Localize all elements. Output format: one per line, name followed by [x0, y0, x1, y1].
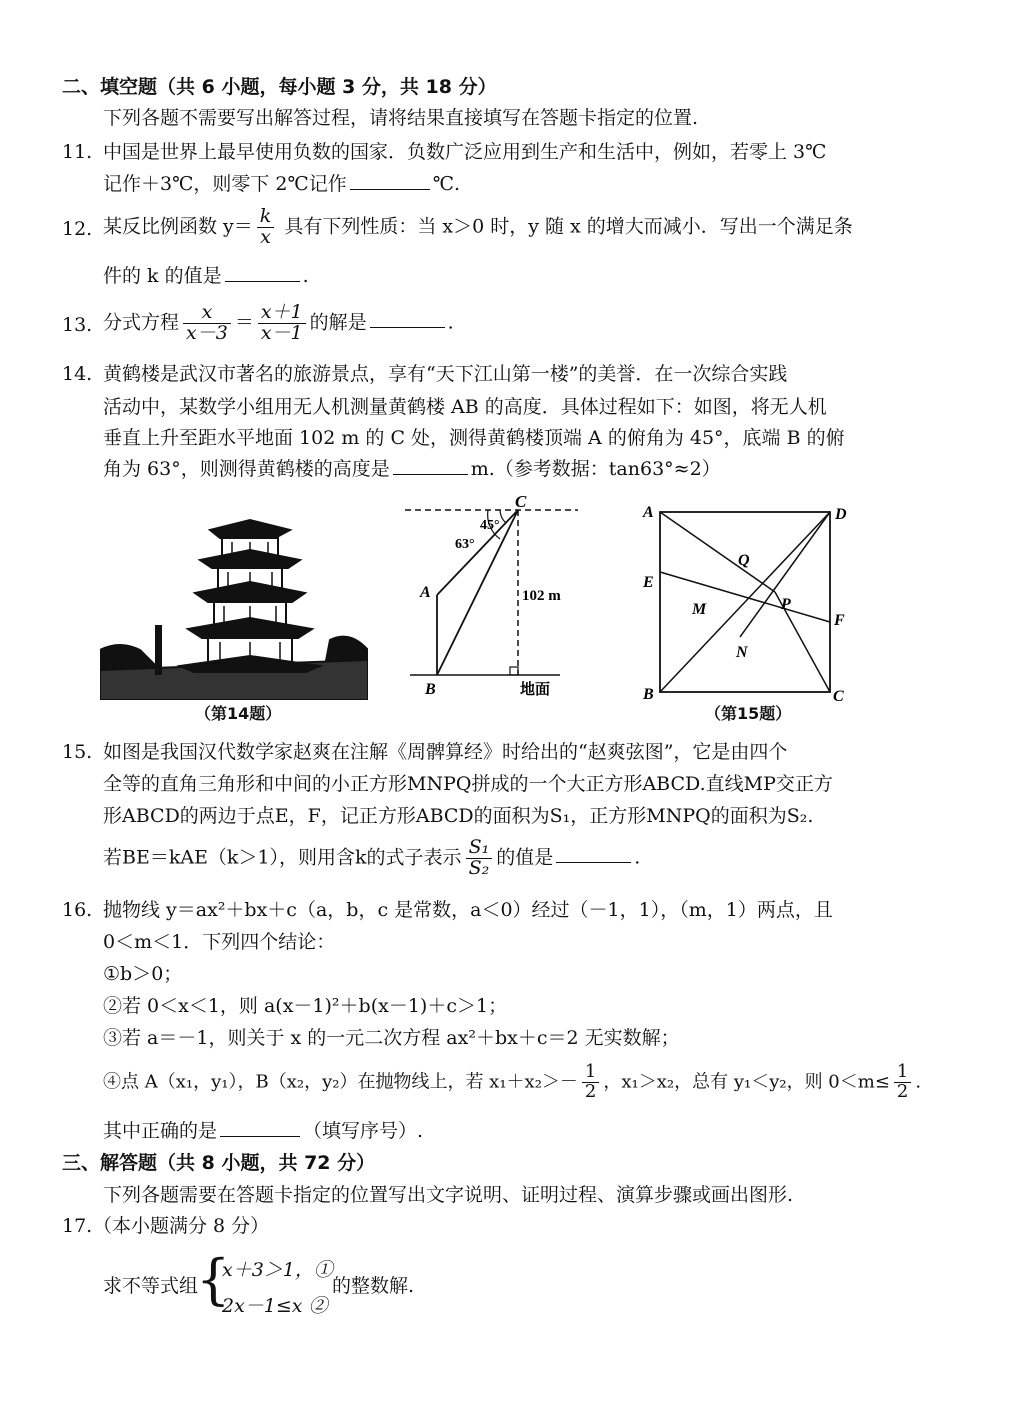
- q17-post: 的整数解.: [332, 1275, 415, 1297]
- sight-line-CB: [437, 510, 518, 675]
- q16-line2: 0＜m＜1．下列四个结论：: [103, 931, 336, 953]
- q17-title: （本小题满分 8 分）: [93, 1215, 270, 1237]
- label-C: C: [515, 495, 527, 511]
- q13-f2-num: x＋1: [258, 303, 306, 324]
- q12-fraction: [257, 207, 275, 248]
- q12-line2: [103, 266, 309, 288]
- q12-text-a: 件的 k 的值是: [103, 265, 222, 287]
- q15-fraction: [466, 838, 493, 879]
- q17-number: 17.: [62, 1215, 93, 1237]
- label-Q: Q: [738, 552, 750, 569]
- q13-number: 13.: [62, 314, 93, 336]
- q12-frac-den: x: [260, 225, 271, 248]
- q13-f1-num: x: [183, 303, 231, 324]
- q15-line4: [103, 838, 640, 879]
- right-angle-mark: [510, 667, 518, 675]
- section-3-heading: 三、解答题（共 8 小题，共 72 分）: [62, 1152, 376, 1174]
- q15-text-b: 的值是: [496, 846, 554, 869]
- q11-number: 11.: [62, 141, 93, 163]
- q13-answer-blank[interactable]: [370, 326, 445, 328]
- q16-last-b: （填写序号）.: [303, 1120, 424, 1142]
- label-ground: 地面: [520, 682, 551, 698]
- segment-BD: [660, 512, 830, 692]
- label-angle-45: 45°: [480, 518, 500, 533]
- section-2-instruction: 下列各题不需要写出解答过程，请将结果直接填写在答题卡指定的位置.: [103, 107, 699, 129]
- label-D: D: [835, 506, 847, 523]
- label-C: C: [833, 688, 844, 705]
- q15-number: 15.: [62, 741, 93, 763]
- q14-answer-blank[interactable]: [393, 473, 468, 475]
- q16-c4-frac2-den: 2: [896, 1080, 909, 1102]
- q16-answer-blank[interactable]: [220, 1135, 300, 1137]
- line-EF: [660, 572, 830, 622]
- q11-text-a: 记作＋3℃，则零下 2℃记作: [103, 173, 347, 195]
- label-A: A: [420, 584, 431, 601]
- label-M: M: [692, 601, 707, 618]
- q15-line2: 全等的直角三角形和中间的小正方形MNPQ拼成的一个大正方形ABCD.直线MP交正方: [103, 773, 833, 795]
- q15-text-a: 若BE＝kAE（k＞1），则用含k的式子表示: [103, 846, 462, 869]
- q16-conclusion-3: ③若 a＝－1，则关于 x 的一元二次方程 ax²＋bx＋c＝2 无实数解；: [103, 1027, 680, 1049]
- section-2-heading: 二、填空题（共 6 小题，每小题 3 分，共 18 分）: [62, 76, 497, 98]
- q16-c4-frac1-den: 2: [584, 1080, 597, 1102]
- q16-c4-text-b: ，x₁＞x₂，总有 y₁＜y₂，则 0＜m≤: [603, 1071, 890, 1093]
- yellow-crane-tower-illustration: [100, 510, 368, 700]
- q16-conclusion-1: ①b＞0；: [103, 963, 183, 985]
- q17-pre: 求不等式组: [103, 1275, 199, 1297]
- q15-answer-blank[interactable]: [556, 861, 631, 863]
- fig14-diagram: [400, 495, 585, 700]
- segment-AP: [660, 512, 775, 592]
- q12-number: 12.: [62, 218, 93, 240]
- q16-c4-fraction-1: [582, 1063, 599, 1102]
- q14-line2: 活动中，某数学小组用无人机测量黄鹤楼 AB 的高度．具体过程如下：如图，将无人机: [103, 396, 827, 418]
- q13-post: 的解是: [309, 311, 367, 334]
- angle-arc-45: [500, 510, 506, 523]
- q14-line1: 黄鹤楼是武汉市著名的旅游景点，享有“天下江山第一楼”的美誉．在一次综合实践: [103, 363, 788, 385]
- q13-line: [103, 303, 454, 344]
- q16-last-a: 其中正确的是: [103, 1120, 218, 1142]
- fig15-caption: （第15题）: [705, 704, 792, 723]
- q15-line1: 如图是我国汉代数学家赵爽在注解《周髀算经》时给出的“赵爽弦图”，它是由四个: [103, 741, 788, 763]
- q13-fraction-2: [258, 303, 306, 344]
- q15-frac-num: S₁: [466, 838, 493, 859]
- label-N: N: [736, 644, 748, 661]
- q15-end: .: [634, 846, 641, 869]
- q16-last-line: [103, 1121, 423, 1143]
- q12-answer-blank[interactable]: [225, 280, 300, 282]
- q12-pre: 某反比例函数 y＝: [103, 215, 253, 238]
- label-angle-63: 63°: [455, 537, 475, 552]
- q14-number: 14.: [62, 363, 93, 385]
- q11-line1: 中国是世界上最早使用负数的国家．负数广泛应用到生产和生活中，例如，若零上 3℃: [103, 141, 827, 163]
- label-P: P: [781, 596, 791, 613]
- q15-frac-den: S₂: [468, 856, 490, 879]
- q14-line4: [103, 459, 721, 481]
- q14-text-b: m.（参考数据：tan63°≈2）: [470, 458, 721, 480]
- q12-post: 具有下列性质：当 x＞0 时，y 随 x 的增大而减小．写出一个满足条: [278, 215, 853, 238]
- q12-text-b: .: [302, 265, 309, 287]
- q12-line1: [103, 207, 853, 248]
- q13-f2-den: x－1: [260, 321, 303, 344]
- q11-line2: [103, 174, 460, 196]
- q16-c4-text-a: ④点 A（x₁，y₁），B（x₂，y₂）在抛物线上，若 x₁＋x₂＞－: [103, 1071, 578, 1093]
- q13-fraction-1: [183, 303, 231, 344]
- q16-c4-fraction-2: [894, 1063, 911, 1102]
- q16-number: 16.: [62, 899, 93, 921]
- q16-c4-frac1-num: 1: [582, 1063, 599, 1083]
- label-F: F: [834, 612, 845, 629]
- q16-c4-text-c: .: [915, 1071, 922, 1093]
- q15-line3: 形ABCD的两边于点E，F，记正方形ABCD的面积为S₁，正方形MNPQ的面积为S₂.: [103, 805, 814, 827]
- q13-eq: ＝: [234, 311, 254, 334]
- label-E: E: [643, 574, 654, 591]
- q17-inequality-2: 2x－1≤x ②: [222, 1295, 328, 1317]
- label-B: B: [425, 681, 436, 698]
- q16-conclusion-2: ②若 0＜x＜1，则 a(x－1)²＋b(x－1)＋c＞1；: [103, 995, 508, 1017]
- section-3-instruction: 下列各题需要在答题卡指定的位置写出文字说明、证明过程、演算步骤或画出图形.: [103, 1184, 794, 1206]
- q13-pre: 分式方程: [103, 311, 180, 334]
- q16-conclusion-4: [103, 1063, 921, 1102]
- fig14-caption: （第14题）: [195, 704, 282, 723]
- q16-c4-frac2-num: 1: [894, 1063, 911, 1083]
- q16-line1: 抛物线 y＝ax²＋bx＋c（a，b，c 是常数，a＜0）经过（－1，1），（m，1）两点，且: [103, 899, 833, 921]
- q17-inequality-1: x＋3＞1，①: [222, 1259, 333, 1281]
- q13-end: .: [447, 311, 454, 334]
- label-B: B: [643, 686, 654, 703]
- fig15-diagram: [635, 497, 860, 707]
- q14-line3: 垂直上升至距水平地面 102 m 的 C 处，测得黄鹤楼顶端 A 的俯角为 45°，底端 B 的俯: [103, 427, 845, 449]
- q14-text-a: 角为 63°，则测得黄鹤楼的高度是: [103, 458, 390, 480]
- q17-brace: {: [196, 1248, 231, 1311]
- q12-frac-num: k: [257, 207, 275, 228]
- label-height: 102 m: [522, 588, 561, 604]
- q11-answer-blank[interactable]: [350, 188, 430, 190]
- q13-f1-den: x－3: [186, 321, 228, 344]
- label-A: A: [643, 504, 654, 521]
- q11-text-b: ℃.: [432, 173, 461, 195]
